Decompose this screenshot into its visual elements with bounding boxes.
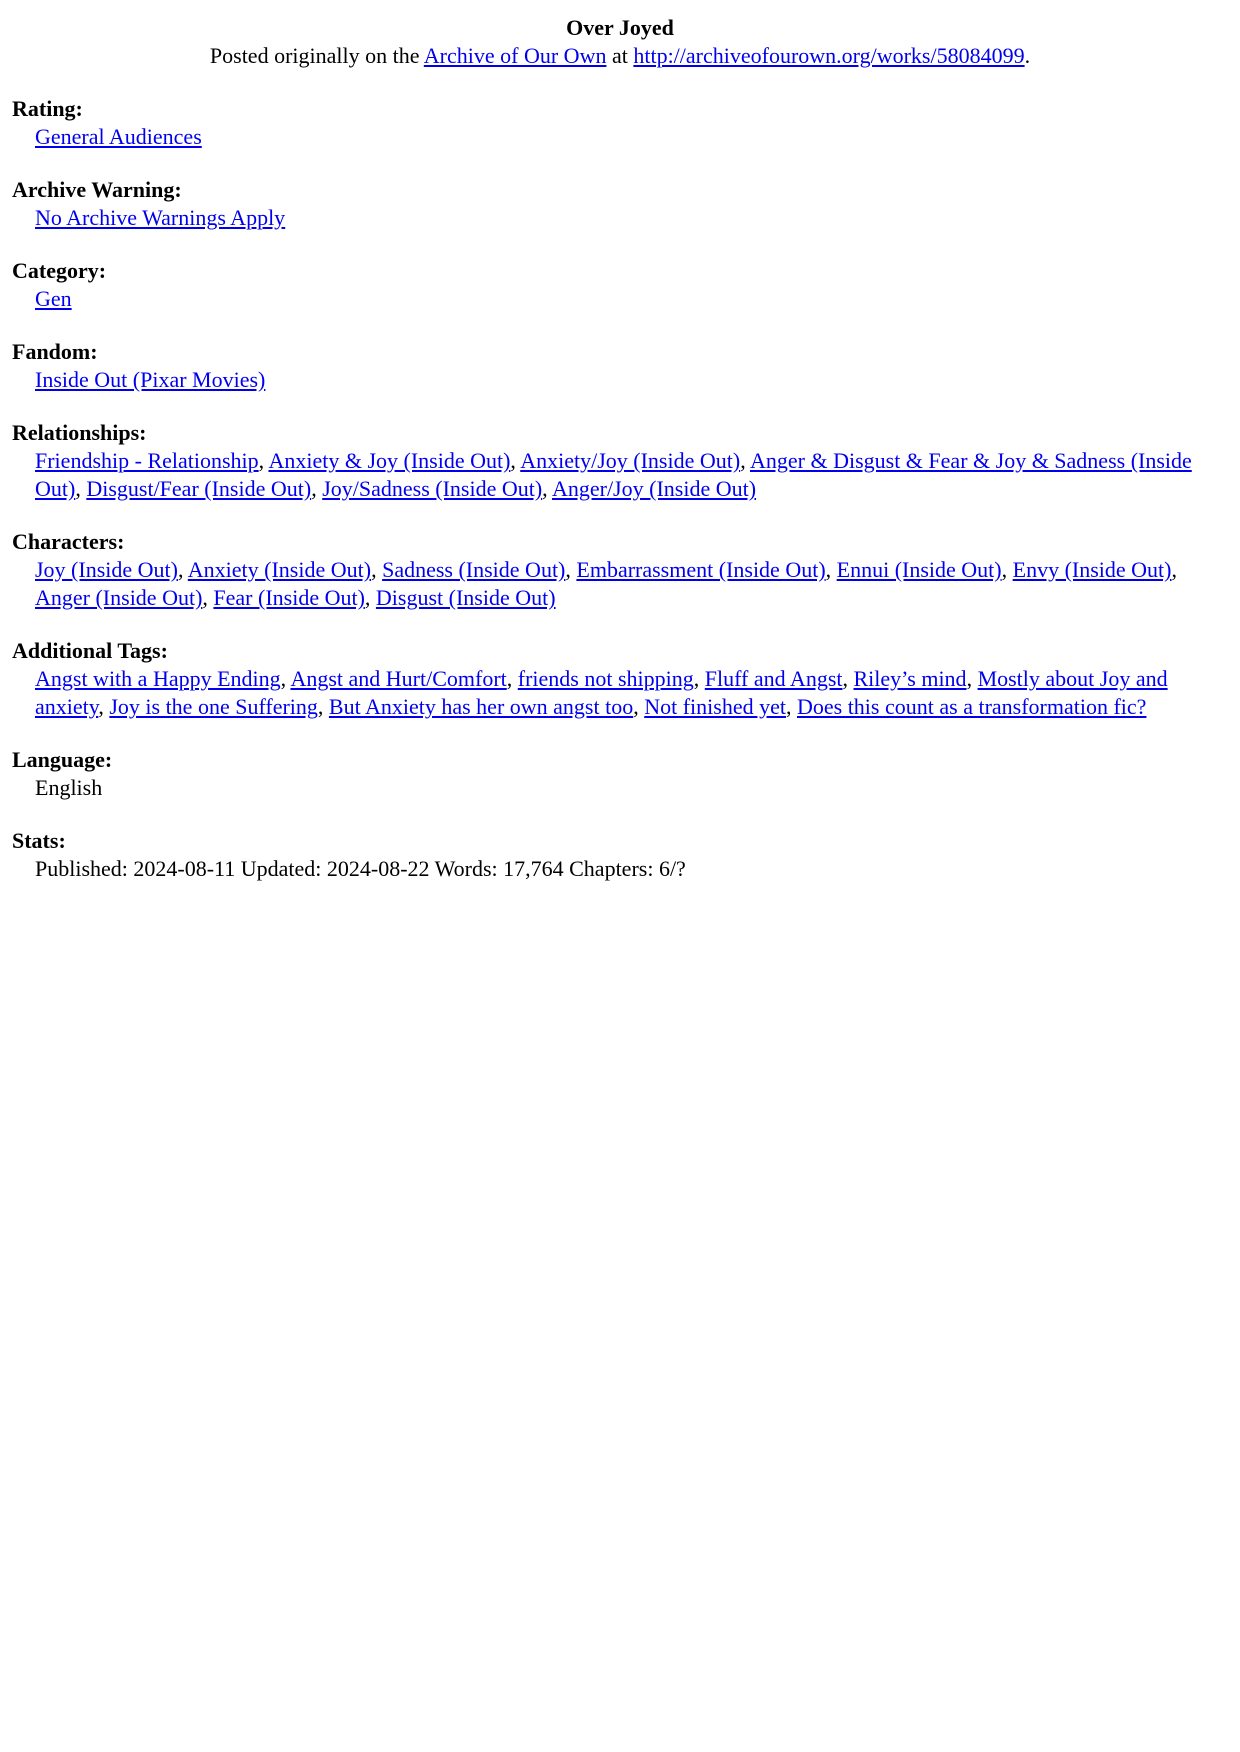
meta-value-characters: Joy (Inside Out), Anxiety (Inside Out), Sadness (Inside Out), Embarrassment (Inside Out), Ennui (Inside Out), Envy (Inside Out), Anger (Inside Out), Fear (Inside Out), Disgust (Inside Out) [35, 557, 1177, 610]
meta-label-archive-warning: Archive Warning: [12, 177, 182, 202]
tag-link-additional-tags[interactable]: Not finished yet [644, 694, 786, 719]
meta-value-fandom [35, 366, 1228, 394]
meta-value-additional-tags: Angst with a Happy Ending, Angst and Hurt/Comfort, friends not shipping, Fluff and Angst, Riley’s mind, Mostly about Joy and anxiety, Joy is the one Suffering, But Anxiety has her own angst too, Not finished yet, Does this count as a transformation fic? [35, 666, 1168, 719]
meta-value-relationships: Friendship - Relationship, Anxiety & Joy (Inside Out), Anxiety/Joy (Inside Out), Anger & Disgust & Fear & Joy & Sadness (Inside Out), Disgust/Fear (Inside Out), Joy/Sadness (Inside Out), Anger/Joy (Inside Out) [35, 448, 1192, 501]
tag-link-characters[interactable]: Anger (Inside Out) [35, 585, 203, 610]
tag-link-relationships[interactable]: Joy/Sadness (Inside Out) [322, 476, 543, 501]
tag-link-relationships[interactable]: Anger/Joy (Inside Out) [551, 476, 757, 501]
tag-link-additional-tags[interactable]: Mostly about Joy and anxiety [35, 666, 1168, 719]
tag-link-additional-tags[interactable]: Riley’s mind [853, 666, 967, 691]
tag-link-relationships[interactable]: Disgust/Fear (Inside Out) [86, 476, 312, 501]
meta-value-language [35, 774, 1228, 802]
tag-link-additional-tags[interactable]: Does this count as a transformation fic? [796, 694, 1147, 719]
tag-link-characters[interactable]: Ennui (Inside Out) [836, 557, 1002, 582]
meta-label-characters: Characters: [12, 529, 125, 554]
tag-link-relationships[interactable]: Anxiety & Joy (Inside Out) [268, 448, 511, 473]
tag-link-relationships[interactable]: Anger & Disgust & Fear & Joy & Sadness (Inside Out) [35, 448, 1192, 501]
tag-link-additional-tags[interactable]: Angst and Hurt/Comfort [290, 666, 507, 691]
tag-link-relationships[interactable]: Friendship - Relationship [35, 448, 259, 473]
tag-link-additional-tags[interactable]: Angst with a Happy Ending [35, 666, 281, 691]
tag-link-characters[interactable]: Anxiety (Inside Out) [187, 557, 372, 582]
meta-label-category: Category: [12, 258, 107, 283]
meta-value-rating [35, 123, 1228, 151]
work-url-link[interactable]: http://archiveofourown.org/works/58084099 [633, 43, 1025, 68]
tag-link-characters[interactable]: Embarrassment (Inside Out) [576, 557, 826, 582]
tags-list [12, 95, 1228, 883]
meta-label-fandom: Fandom: [12, 339, 98, 364]
meta-value-stats [35, 855, 1228, 883]
meta-label-language: Language: [12, 747, 113, 772]
work-preface [12, 14, 1228, 883]
tag-link-additional-tags[interactable]: friends not shipping [517, 666, 694, 691]
tag-link-characters[interactable]: Fear (Inside Out) [213, 585, 365, 610]
preface-message [12, 14, 1228, 70]
posted-text-between: at [606, 43, 634, 68]
posted-text-after: . [1024, 43, 1031, 68]
meta-label-stats: Stats: [12, 828, 66, 853]
tag-link-characters[interactable]: Disgust (Inside Out) [375, 585, 556, 610]
meta-text-language: English [35, 775, 103, 800]
tag-link-relationships[interactable]: Anxiety/Joy (Inside Out) [520, 448, 741, 473]
tag-link-characters[interactable]: Joy (Inside Out) [35, 557, 178, 582]
tag-link-additional-tags[interactable]: But Anxiety has her own angst too [328, 694, 634, 719]
tag-link-additional-tags[interactable]: Joy is the one Suffering [109, 694, 318, 719]
meta-label-relationships: Relationships: [12, 420, 147, 445]
meta-value-archive-warning [35, 204, 1228, 232]
meta-label-rating: Rating: [12, 96, 83, 121]
meta-value-category [35, 285, 1228, 313]
archive-of-our-own-link[interactable]: Archive of Our Own [423, 43, 607, 68]
tag-link-category[interactable]: Gen [35, 286, 72, 311]
work-title: Over Joyed [566, 15, 674, 40]
tag-link-rating[interactable]: General Audiences [35, 124, 202, 149]
tag-link-characters[interactable]: Envy (Inside Out) [1012, 557, 1172, 582]
work-meta [12, 95, 1228, 883]
tag-link-additional-tags[interactable]: Fluff and Angst [704, 666, 843, 691]
tag-link-fandom[interactable]: Inside Out (Pixar Movies) [35, 367, 266, 392]
meta-label-additional-tags: Additional Tags: [12, 638, 168, 663]
meta-text-stats: Published: 2024-08-11 Updated: 2024-08-22 Words: 17,764 Chapters: 6/? [35, 856, 686, 881]
tag-link-archive-warning[interactable]: No Archive Warnings Apply [35, 205, 286, 230]
posted-text-before: Posted originally on the [209, 43, 424, 68]
tag-link-characters[interactable]: Sadness (Inside Out) [382, 557, 566, 582]
